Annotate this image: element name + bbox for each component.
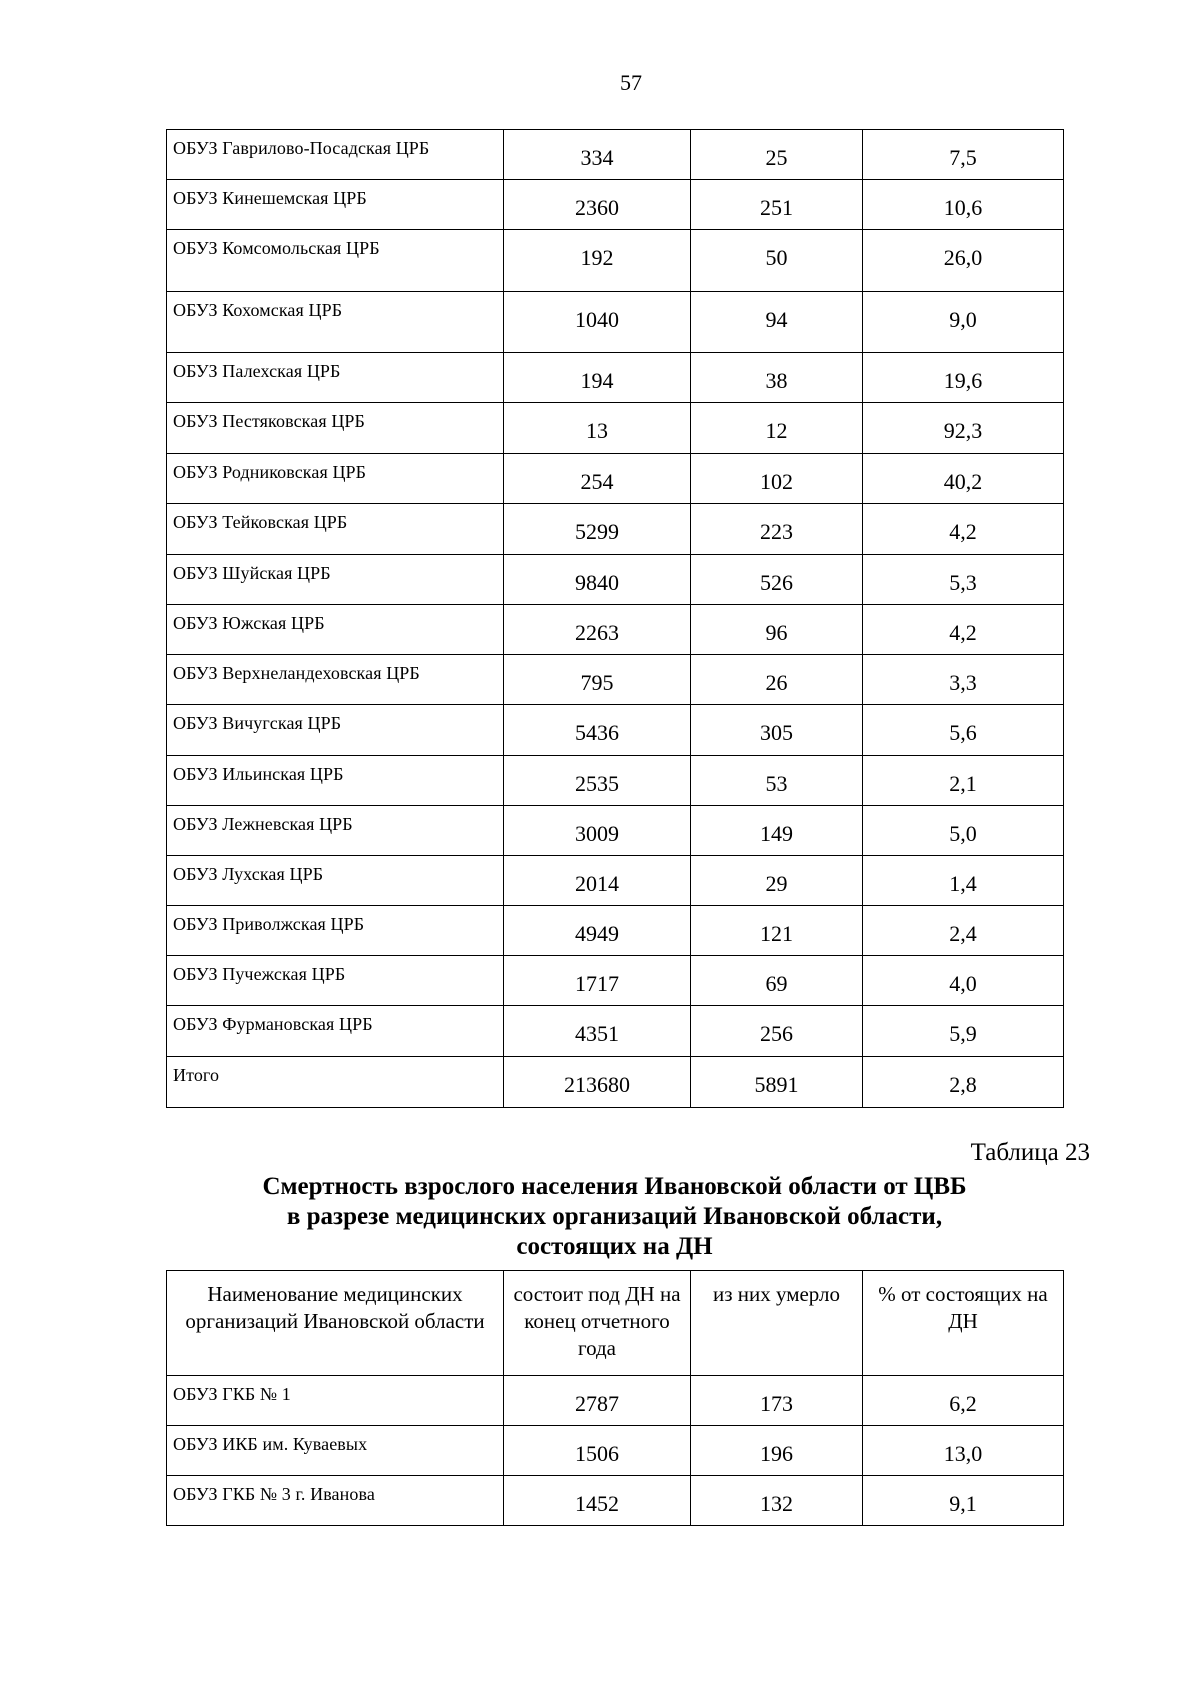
table-row bbox=[167, 353, 1064, 403]
died-cell: 173 bbox=[691, 1376, 863, 1426]
registered-cell: 3009 bbox=[504, 806, 691, 856]
row-name-cell: ОБУЗ ИКБ им. Куваевых bbox=[167, 1426, 504, 1476]
table-row bbox=[167, 756, 1064, 806]
registered-cell: 192 bbox=[504, 230, 691, 292]
percent-cell: 13,0 bbox=[863, 1426, 1064, 1476]
percent-cell: 1,4 bbox=[863, 856, 1064, 906]
table-continued bbox=[166, 129, 1064, 1108]
registered-cell: 1506 bbox=[504, 1426, 691, 1476]
table-row bbox=[167, 605, 1064, 655]
table-row bbox=[167, 1426, 1064, 1476]
died-cell: 305 bbox=[691, 705, 863, 756]
table-row bbox=[167, 180, 1064, 230]
row-name-cell: ОБУЗ Южская ЦРБ bbox=[167, 605, 504, 655]
registered-cell: 334 bbox=[504, 130, 691, 180]
table-row bbox=[167, 292, 1064, 353]
row-name-cell: ОБУЗ ГКБ № 1 bbox=[167, 1376, 504, 1426]
table-row bbox=[167, 403, 1064, 454]
percent-cell: 40,2 bbox=[863, 454, 1064, 504]
row-name-cell: ОБУЗ Палехская ЦРБ bbox=[167, 353, 504, 403]
died-cell: 50 bbox=[691, 230, 863, 292]
table-title bbox=[166, 1172, 1063, 1262]
died-cell: 102 bbox=[691, 454, 863, 504]
row-name-cell: ОБУЗ Лухская ЦРБ bbox=[167, 856, 504, 906]
table-row bbox=[167, 856, 1064, 906]
registered-cell: 1452 bbox=[504, 1476, 691, 1526]
percent-cell: 2,8 bbox=[863, 1057, 1064, 1108]
percent-cell: 5,6 bbox=[863, 705, 1064, 756]
died-cell: 132 bbox=[691, 1476, 863, 1526]
table-row bbox=[167, 906, 1064, 956]
died-cell: 38 bbox=[691, 353, 863, 403]
percent-cell: 4,2 bbox=[863, 504, 1064, 555]
table-row bbox=[167, 1057, 1064, 1108]
page-number: 57 bbox=[620, 70, 642, 95]
column-header: % от состоящих на ДН bbox=[863, 1271, 1064, 1376]
column-header: состоит под ДН на конец отчетного года bbox=[504, 1271, 691, 1376]
died-cell: 223 bbox=[691, 504, 863, 555]
row-name-cell: ОБУЗ Пестяковская ЦРБ bbox=[167, 403, 504, 454]
percent-cell: 2,4 bbox=[863, 906, 1064, 956]
table-title-line: в разрезе медицинских организаций Ивановской области, bbox=[286, 1203, 943, 1230]
registered-cell: 13 bbox=[504, 403, 691, 454]
percent-cell: 4,2 bbox=[863, 605, 1064, 655]
percent-cell: 7,5 bbox=[863, 130, 1064, 180]
row-name-cell: ОБУЗ Фурмановская ЦРБ bbox=[167, 1006, 504, 1057]
registered-cell: 2014 bbox=[504, 856, 691, 906]
row-name-cell: ОБУЗ Пучежская ЦРБ bbox=[167, 956, 504, 1006]
percent-cell: 9,0 bbox=[863, 292, 1064, 353]
registered-cell: 254 bbox=[504, 454, 691, 504]
table-title-line: состоящих на ДН bbox=[516, 1233, 713, 1260]
table-row bbox=[167, 956, 1064, 1006]
registered-cell: 5436 bbox=[504, 705, 691, 756]
percent-cell: 3,3 bbox=[863, 655, 1064, 705]
table-row bbox=[167, 705, 1064, 756]
column-header: Наименование медицинских организаций Ивановской области bbox=[167, 1271, 504, 1376]
row-name-cell: ОБУЗ Кинешемская ЦРБ bbox=[167, 180, 504, 230]
table-label: Таблица 23 bbox=[970, 1139, 1090, 1166]
percent-cell: 10,6 bbox=[863, 180, 1064, 230]
died-cell: 53 bbox=[691, 756, 863, 806]
registered-cell: 2263 bbox=[504, 605, 691, 655]
table-23 bbox=[166, 1270, 1064, 1526]
percent-cell: 4,0 bbox=[863, 956, 1064, 1006]
registered-cell: 2360 bbox=[504, 180, 691, 230]
percent-cell: 5,0 bbox=[863, 806, 1064, 856]
died-cell: 149 bbox=[691, 806, 863, 856]
row-name-cell: ОБУЗ Кохомская ЦРБ bbox=[167, 292, 504, 353]
registered-cell: 213680 bbox=[504, 1057, 691, 1108]
table-row bbox=[167, 1376, 1064, 1426]
died-cell: 526 bbox=[691, 555, 863, 605]
row-name-cell: ОБУЗ ГКБ № 3 г. Иванова bbox=[167, 1476, 504, 1526]
table-row bbox=[167, 806, 1064, 856]
died-cell: 96 bbox=[691, 605, 863, 655]
percent-cell: 5,3 bbox=[863, 555, 1064, 605]
died-cell: 121 bbox=[691, 906, 863, 956]
row-name-cell: ОБУЗ Тейковская ЦРБ bbox=[167, 504, 504, 555]
registered-cell: 4949 bbox=[504, 906, 691, 956]
registered-cell: 2535 bbox=[504, 756, 691, 806]
table-row bbox=[167, 130, 1064, 180]
registered-cell: 9840 bbox=[504, 555, 691, 605]
died-cell: 29 bbox=[691, 856, 863, 906]
column-header: из них умерло bbox=[691, 1271, 863, 1376]
row-name-cell: ОБУЗ Гаврилово-Посадская ЦРБ bbox=[167, 130, 504, 180]
table-title-line: Смертность взрослого населения Ивановской области от ЦВБ bbox=[262, 1173, 967, 1200]
percent-cell: 26,0 bbox=[863, 230, 1064, 292]
died-cell: 69 bbox=[691, 956, 863, 1006]
row-name-cell: ОБУЗ Комсомольская ЦРБ bbox=[167, 230, 504, 292]
row-name-cell: ОБУЗ Приволжская ЦРБ bbox=[167, 906, 504, 956]
died-cell: 251 bbox=[691, 180, 863, 230]
died-cell: 5891 bbox=[691, 1057, 863, 1108]
row-name-cell: ОБУЗ Родниковская ЦРБ bbox=[167, 454, 504, 504]
registered-cell: 5299 bbox=[504, 504, 691, 555]
died-cell: 26 bbox=[691, 655, 863, 705]
percent-cell: 92,3 bbox=[863, 403, 1064, 454]
table-row bbox=[167, 555, 1064, 605]
table-row bbox=[167, 230, 1064, 292]
table-row bbox=[167, 454, 1064, 504]
table-header-row bbox=[167, 1271, 1064, 1376]
registered-cell: 2787 bbox=[504, 1376, 691, 1426]
row-name-cell: ОБУЗ Верхнеландеховская ЦРБ bbox=[167, 655, 504, 705]
table-row bbox=[167, 655, 1064, 705]
died-cell: 12 bbox=[691, 403, 863, 454]
percent-cell: 9,1 bbox=[863, 1476, 1064, 1526]
row-name-cell: ОБУЗ Вичугская ЦРБ bbox=[167, 705, 504, 756]
row-name-cell: ОБУЗ Ильинская ЦРБ bbox=[167, 756, 504, 806]
percent-cell: 2,1 bbox=[863, 756, 1064, 806]
registered-cell: 1040 bbox=[504, 292, 691, 353]
percent-cell: 5,9 bbox=[863, 1006, 1064, 1057]
registered-cell: 194 bbox=[504, 353, 691, 403]
table-row bbox=[167, 504, 1064, 555]
percent-cell: 19,6 bbox=[863, 353, 1064, 403]
row-name-cell: Итого bbox=[167, 1057, 504, 1108]
died-cell: 25 bbox=[691, 130, 863, 180]
percent-cell: 6,2 bbox=[863, 1376, 1064, 1426]
registered-cell: 795 bbox=[504, 655, 691, 705]
died-cell: 196 bbox=[691, 1426, 863, 1476]
registered-cell: 4351 bbox=[504, 1006, 691, 1057]
died-cell: 256 bbox=[691, 1006, 863, 1057]
row-name-cell: ОБУЗ Лежневская ЦРБ bbox=[167, 806, 504, 856]
registered-cell: 1717 bbox=[504, 956, 691, 1006]
table-row bbox=[167, 1006, 1064, 1057]
row-name-cell: ОБУЗ Шуйская ЦРБ bbox=[167, 555, 504, 605]
died-cell: 94 bbox=[691, 292, 863, 353]
table-row bbox=[167, 1476, 1064, 1526]
